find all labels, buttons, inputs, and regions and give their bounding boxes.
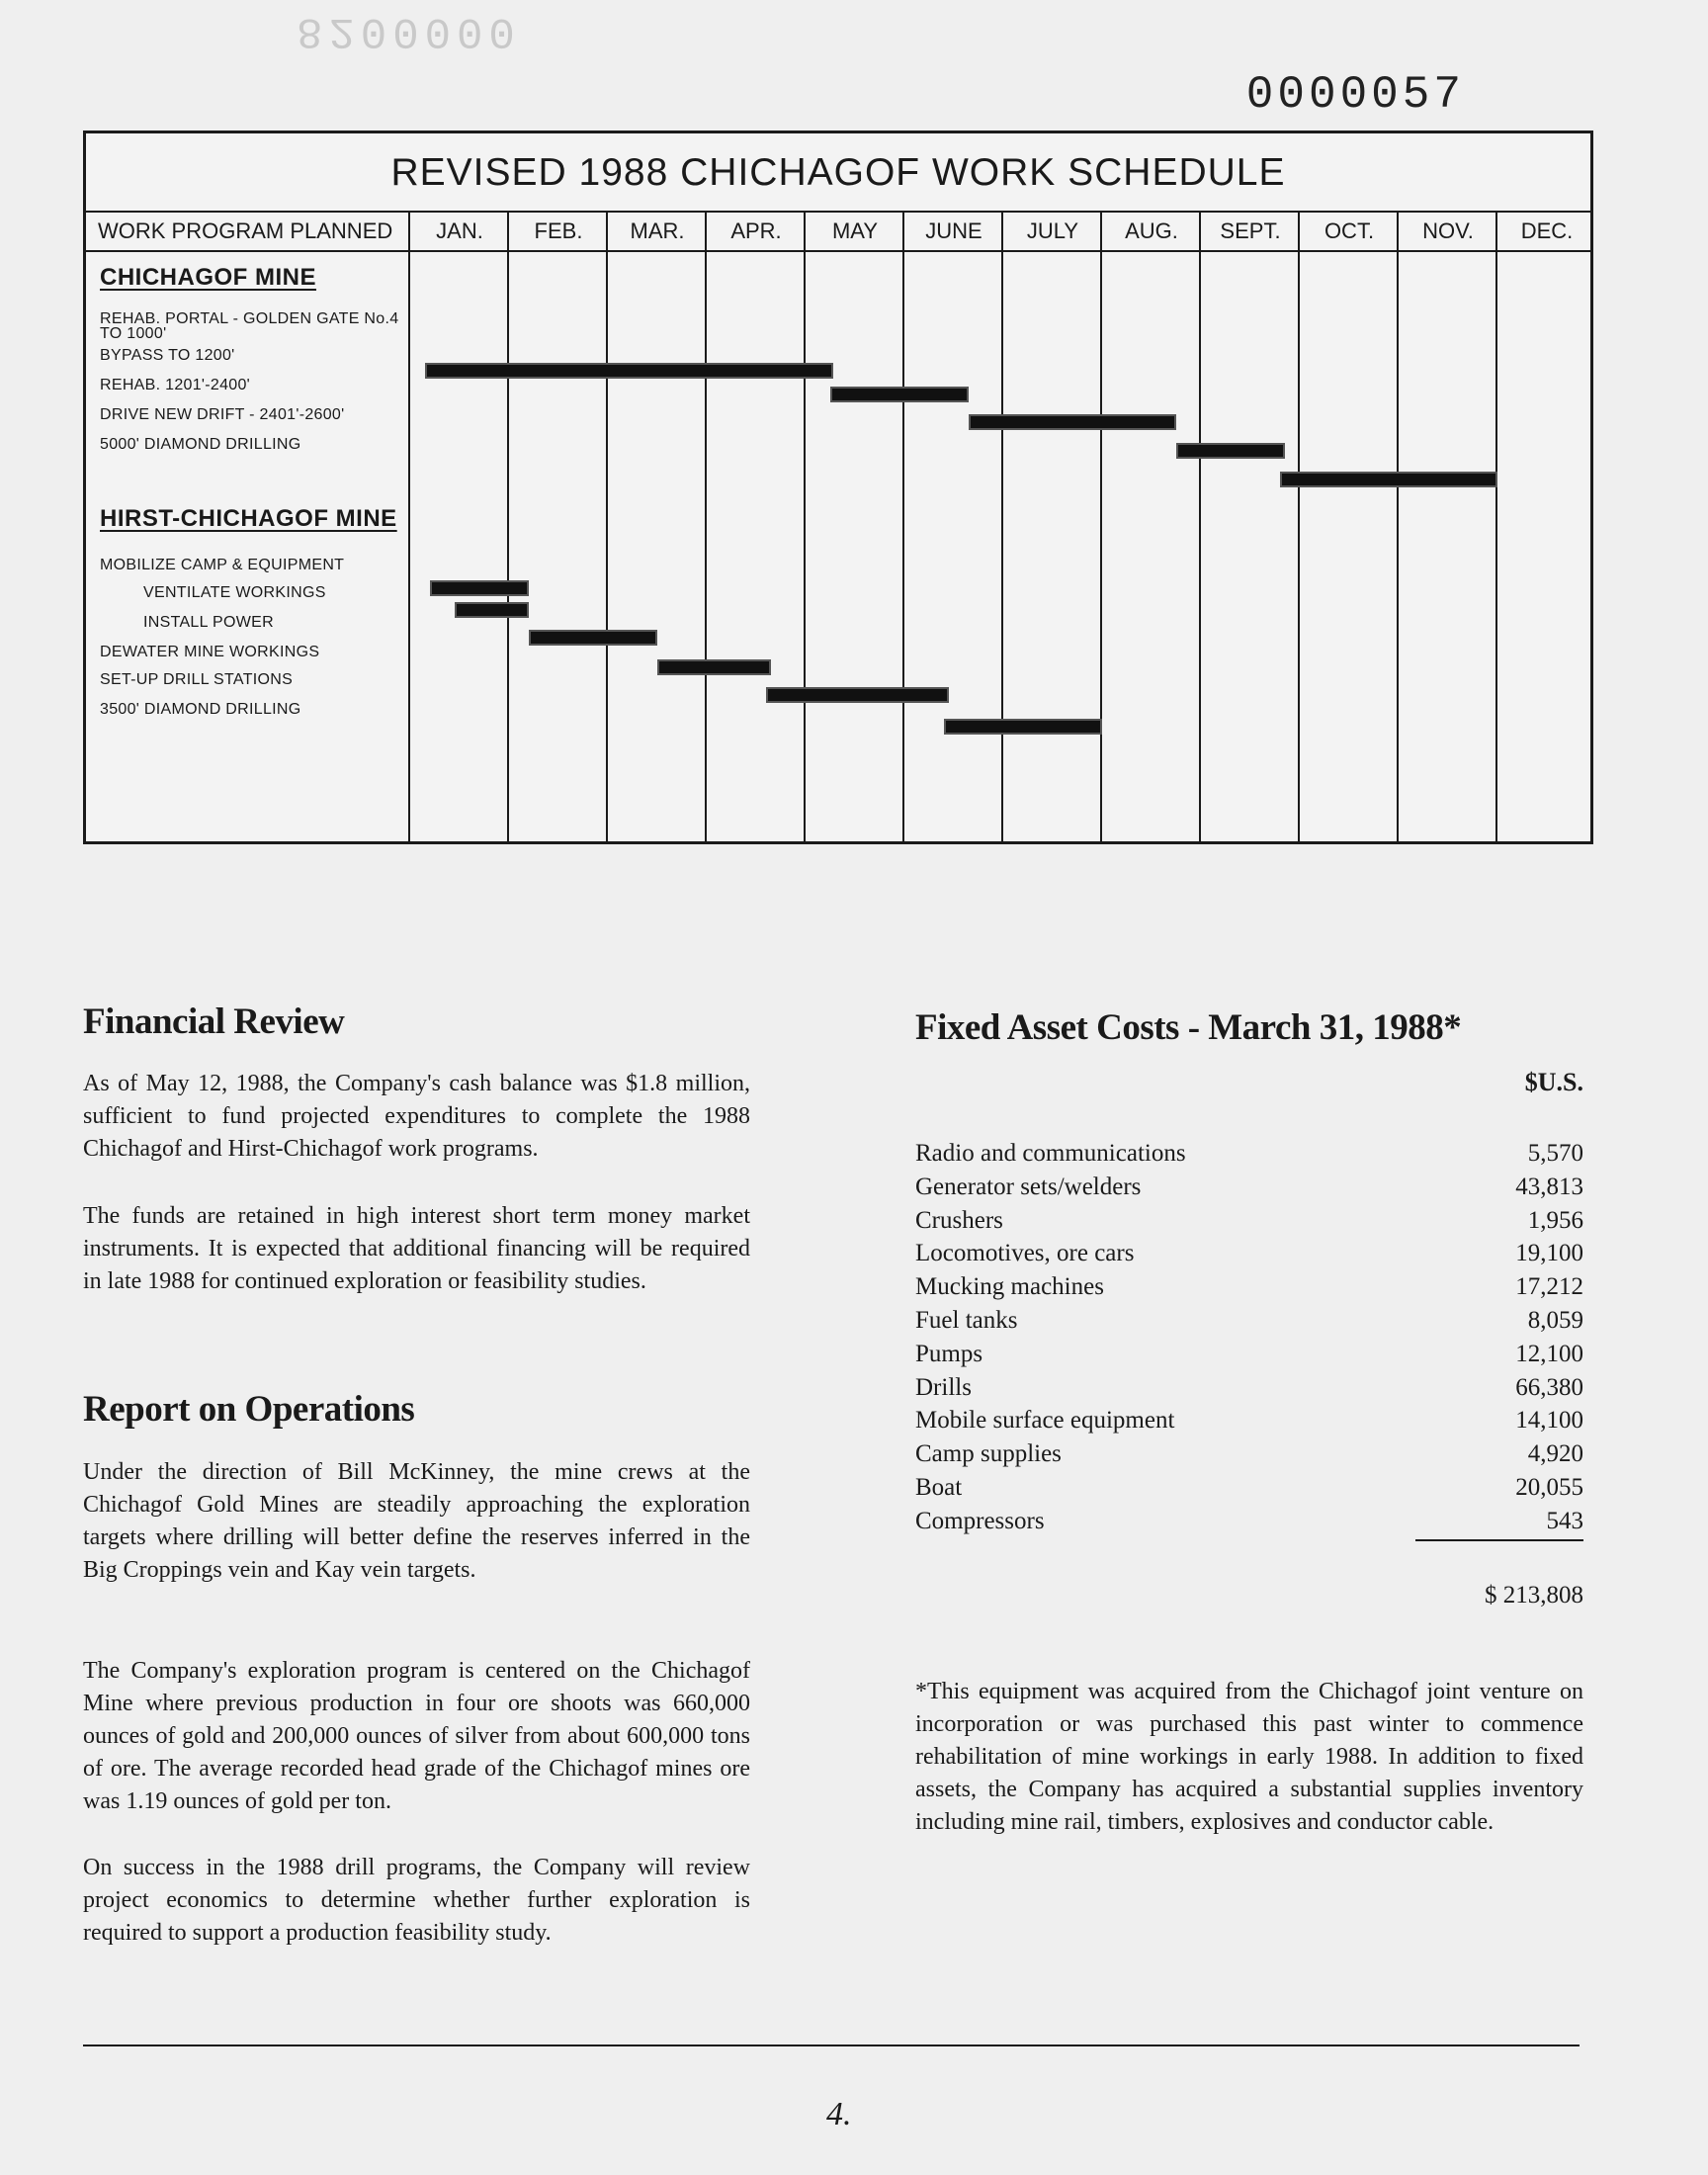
schedule-bar [430, 580, 529, 596]
financial-review-paragraph: The funds are retained in high interest short term money market instruments. It is expected that additional financing will be required in late 1988 for continued exploration or feasibility studies. [83, 1203, 750, 1294]
month-header: SEPT. [1220, 218, 1281, 243]
asset-label: Crushers [915, 1206, 1003, 1234]
schedule-bar [455, 602, 529, 618]
month-header: DEC. [1520, 218, 1574, 243]
month-divider [902, 213, 904, 841]
asset-label: Pumps [915, 1340, 983, 1367]
financial-review-paragraph: As of May 12, 1988, the Company's cash balance was $1.8 million, sufficient to fund projected expenditures to complete the 1988 Chichagof and Hirst-Chichagof work programs. [83, 1071, 750, 1162]
report-on-operations-heading: Report on Operations [83, 1389, 415, 1430]
asset-label: Boat [915, 1474, 963, 1501]
asset-value: 20,055 [1515, 1474, 1583, 1501]
schedule-bar [425, 363, 833, 379]
month-header: JULY [1026, 218, 1079, 243]
schedule-bar [969, 414, 1176, 430]
month-header: MAR. [630, 218, 685, 243]
section-title-hirst-chichagof-mine: HIRST-CHICHAGOF MINE [100, 505, 397, 532]
fixed-asset-total: $ 213,808 [1485, 1582, 1583, 1609]
asset-row [915, 1437, 1583, 1471]
month-header: FEB. [534, 218, 583, 243]
page-number: 4. [826, 2096, 852, 2132]
asset-label: Compressors [915, 1507, 1045, 1534]
fixed-asset-footnote: *This equipment was acquired from the Chichagof joint venture on incorporation or was purchased this past winter to commence rehabilitation of mine workings in early 1988. In addition to fixed assets, the Company has acquired a substantial supplies inventory including mine rail, timbers, explosives and conductor cable. [915, 1679, 1583, 1835]
task-label: DEWATER MINE WORKINGS [100, 644, 320, 660]
operations-paragraph: The Company's exploration program is centered on the Chichagof Mine where previous production in four ore shoots was 660,000 ounces of gold and 200,000 ounces of silver from about 600,000 tons of ore. The average recorded head grade of the Chichagof mines ore was 1.19 ounces of gold per ton. [83, 1658, 750, 1814]
sum-rule [1415, 1539, 1583, 1541]
month-divider [1495, 213, 1497, 841]
asset-row [915, 1137, 1583, 1171]
asset-row [915, 1270, 1583, 1304]
schedule-title: REVISED 1988 CHICHAGOF WORK SCHEDULE [86, 133, 1590, 213]
task-label: SET-UP DRILL STATIONS [100, 671, 294, 688]
task-label: BYPASS TO 1200' [100, 347, 235, 364]
operations-paragraph: Under the direction of Bill McKinney, the mine crews at the Chichagof Gold Mines are steadily approaching the exploration targets where drilling will better define the reserves inferred in the Big Croppings vein and Kay vein targets. [83, 1459, 750, 1583]
month-header: APR. [730, 218, 782, 243]
asset-value: 543 [1546, 1507, 1583, 1534]
asset-row [915, 1304, 1583, 1338]
asset-row [915, 1371, 1583, 1405]
task-label: 3500' DIAMOND DRILLING [100, 701, 301, 718]
asset-row [915, 1204, 1583, 1238]
month-divider [1199, 213, 1201, 841]
faint-stamp: 8200000 [297, 6, 521, 55]
task-label: INSTALL POWER [143, 614, 274, 631]
schedule-header-row [86, 213, 1590, 252]
asset-row [915, 1471, 1583, 1505]
month-divider [507, 213, 509, 841]
section-title-chichagof-mine: CHICHAGOF MINE [100, 264, 316, 291]
currency-label: $U.S. [1524, 1068, 1583, 1096]
month-divider [705, 213, 707, 841]
work-program-header: WORK PROGRAM PLANNED [98, 218, 393, 243]
asset-value: 12,100 [1515, 1340, 1583, 1367]
asset-label: Fuel tanks [915, 1307, 1018, 1334]
asset-row [915, 1237, 1583, 1270]
month-header: AUG. [1125, 218, 1178, 243]
schedule-bar [766, 687, 949, 703]
asset-value: 14,100 [1515, 1407, 1583, 1435]
asset-value: 43,813 [1515, 1173, 1583, 1200]
task-label: REHAB. 1201'-2400' [100, 377, 251, 393]
asset-value: 1,956 [1527, 1206, 1583, 1234]
month-divider [1100, 213, 1102, 841]
month-divider [606, 213, 608, 841]
month-header: MAY [831, 218, 879, 243]
schedule-bar [944, 719, 1102, 735]
schedule-bar [830, 387, 969, 402]
asset-value: 17,212 [1515, 1273, 1583, 1301]
asset-row [915, 1338, 1583, 1371]
month-divider [1397, 213, 1399, 841]
month-header: NOV. [1422, 218, 1474, 243]
schedule-bar [529, 630, 657, 646]
month-header: JUNE [925, 218, 982, 243]
task-label: DRIVE NEW DRIFT - 2401'-2600' [100, 406, 345, 423]
schedule-bar [1176, 443, 1285, 459]
month-header: OCT. [1324, 218, 1375, 243]
month-header: JAN. [436, 218, 483, 243]
asset-label: Mucking machines [915, 1273, 1104, 1301]
financial-review-heading: Financial Review [83, 1001, 345, 1042]
bottom-rule [83, 2044, 1580, 2046]
task-label: REHAB. PORTAL - GOLDEN GATE No.4 TO 1000' [100, 310, 399, 342]
operations-paragraph: On success in the 1988 drill programs, the Company will review project economics to determine whether further exploration is required to support a production feasibility study. [83, 1855, 750, 1946]
month-divider [408, 213, 410, 841]
asset-label: Radio and communications [915, 1140, 1186, 1167]
asset-value: 4,920 [1527, 1440, 1583, 1468]
month-divider [1001, 213, 1003, 841]
asset-label: Locomotives, ore cars [915, 1240, 1135, 1267]
asset-value: 66,380 [1515, 1373, 1583, 1401]
document-number: 0000057 [1245, 69, 1465, 121]
month-divider [804, 213, 806, 841]
asset-value: 19,100 [1515, 1240, 1583, 1267]
asset-value: 5,570 [1527, 1140, 1583, 1167]
task-label: 5000' DIAMOND DRILLING [100, 436, 301, 453]
schedule-bar [1280, 472, 1497, 487]
work-schedule-chart [83, 130, 1593, 844]
asset-label: Camp supplies [915, 1440, 1062, 1468]
task-label: MOBILIZE CAMP & EQUIPMENT [100, 557, 345, 573]
asset-label: Generator sets/welders [915, 1173, 1142, 1200]
asset-row [915, 1505, 1583, 1538]
task-label: VENTILATE WORKINGS [143, 584, 326, 601]
month-divider [1298, 213, 1300, 841]
schedule-bar [657, 659, 771, 675]
asset-row [915, 1404, 1583, 1437]
asset-value: 8,059 [1527, 1307, 1583, 1334]
asset-label: Drills [915, 1373, 972, 1401]
asset-label: Mobile surface equipment [915, 1407, 1175, 1435]
asset-row [915, 1171, 1583, 1204]
fixed-asset-costs-heading: Fixed Asset Costs - March 31, 1988* [915, 1007, 1462, 1048]
